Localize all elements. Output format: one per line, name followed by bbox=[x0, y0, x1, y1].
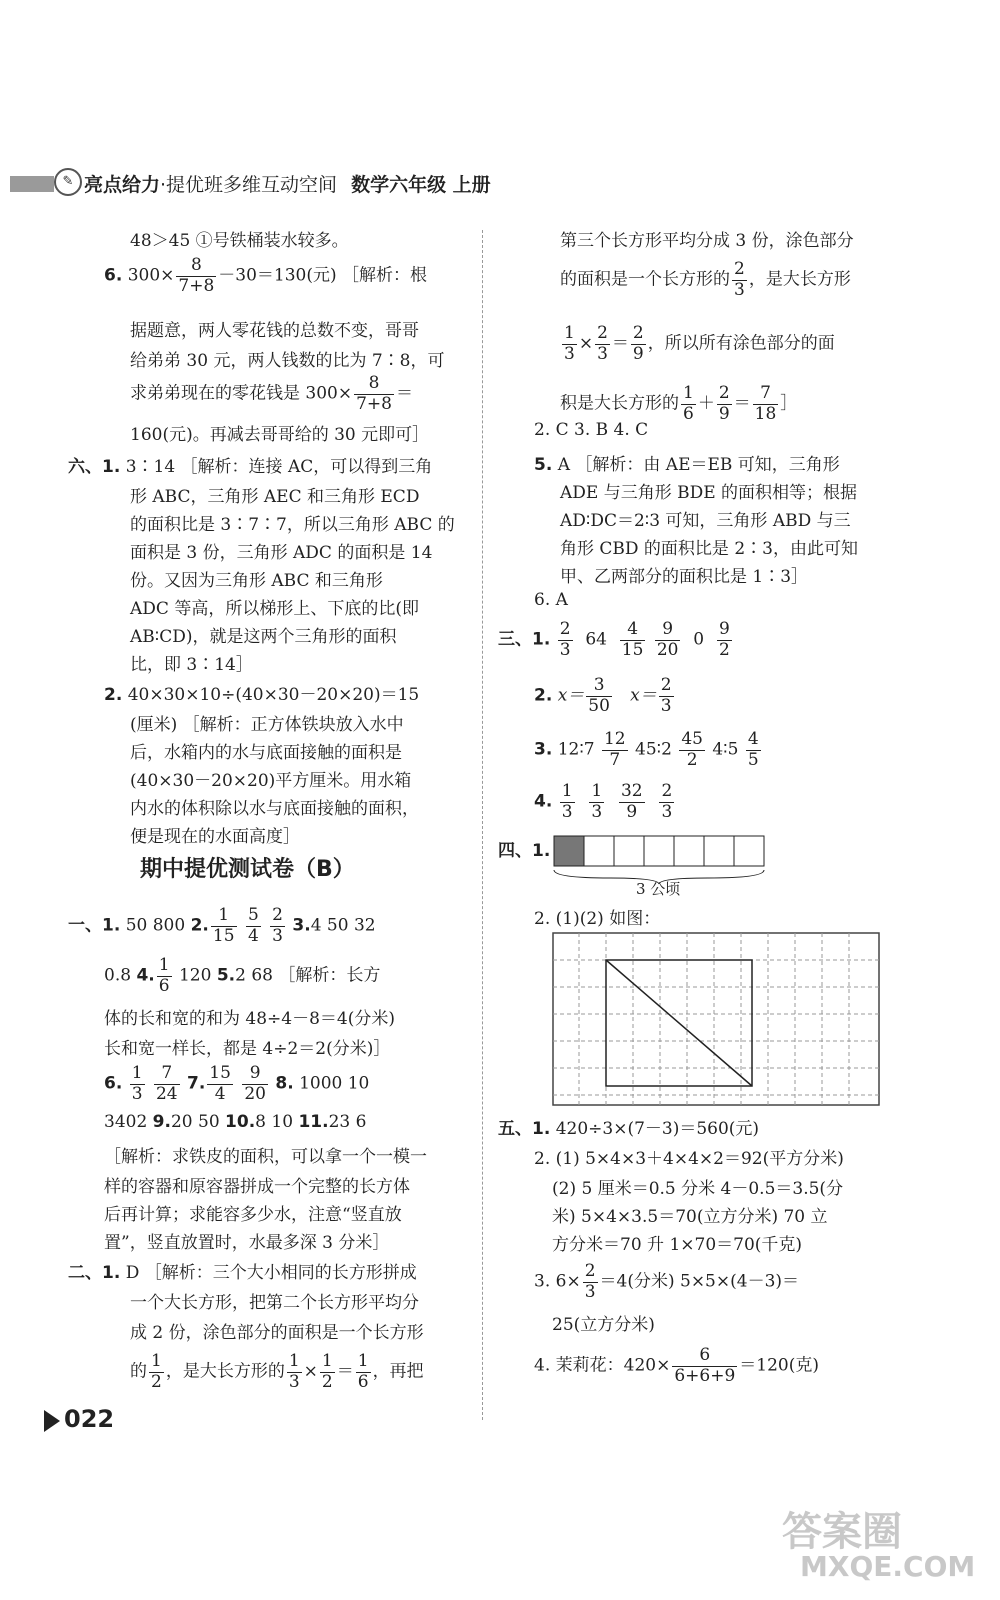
fraction bbox=[583, 1262, 598, 1302]
denominator: 2 bbox=[151, 1371, 162, 1392]
text: 3. 6× bbox=[534, 1271, 581, 1292]
header-brand: 亮点给力 bbox=[84, 174, 161, 196]
watermark-logo: 答案圈 bbox=[782, 1509, 902, 1555]
numerator: 1 bbox=[211, 906, 237, 927]
numerator: 1 bbox=[591, 781, 603, 801]
answer-line: 面积是 3 份，三角形 ADC 的面积是 14 bbox=[130, 543, 433, 563]
text: 3402 bbox=[104, 1112, 148, 1132]
question-number: 6. bbox=[104, 265, 123, 286]
answer-line: 内水的体积除以水与底面接触的面积， bbox=[130, 799, 419, 819]
shaded-cell bbox=[554, 836, 584, 866]
denominator: 3 bbox=[559, 639, 571, 660]
text: 的面积是一个长方形的 bbox=[560, 269, 730, 290]
numerator: 3 bbox=[586, 676, 612, 697]
fraction bbox=[242, 1064, 268, 1104]
fraction bbox=[595, 324, 610, 364]
text: 4 50 32 bbox=[310, 915, 376, 936]
fraction bbox=[620, 620, 646, 660]
fraction bbox=[589, 782, 604, 822]
question-number: 9. bbox=[152, 1112, 171, 1132]
numerator: 4 bbox=[747, 729, 759, 749]
denominator: 6 bbox=[357, 1371, 369, 1392]
answer-line: ［解析：求铁皮的面积，可以拿一个一模一 bbox=[104, 1147, 427, 1167]
answer-line: 体的长和宽的和为 48÷4－8＝4(分米) bbox=[104, 1009, 395, 1029]
fraction bbox=[560, 782, 575, 822]
strip-cells bbox=[584, 836, 764, 866]
text: 4. 茉莉花：420× bbox=[534, 1355, 671, 1376]
page-header bbox=[84, 170, 491, 197]
question-number: 5. bbox=[216, 965, 236, 986]
numerator: 1 bbox=[683, 383, 694, 403]
text: 45∶2 bbox=[635, 739, 672, 760]
section-3-line-4 bbox=[534, 782, 676, 822]
question-number: 4. bbox=[534, 791, 553, 812]
denominator: 4 bbox=[247, 925, 259, 946]
numerator: 9 bbox=[655, 620, 681, 641]
text: 积是大长方形的 bbox=[560, 393, 679, 414]
denominator: 2 bbox=[686, 749, 698, 770]
answer-line: 给弟弟 30 元，两人钱数的比为 7∶8，可 bbox=[130, 351, 445, 371]
question-number: 三、1. bbox=[498, 629, 551, 650]
section-1-line-1 bbox=[68, 906, 376, 946]
answer-line: $\frac{1}{3}$ × $\frac{2}{3}$ ＝ $\frac{2}{9}$ ，所以所有涂色部分的面 bbox=[564, 323, 835, 364]
fraction bbox=[211, 906, 237, 946]
numerator: 9 bbox=[718, 619, 730, 639]
text: ，所以所有涂色部分的面 bbox=[647, 333, 835, 354]
numerator: 12 bbox=[603, 729, 626, 749]
numerator: 8 bbox=[354, 374, 394, 395]
numerator: 4 bbox=[620, 620, 646, 641]
denominator: 7+8 bbox=[178, 275, 215, 296]
denominator: 9 bbox=[632, 343, 644, 364]
text: 的 bbox=[130, 1361, 147, 1382]
text: ］ bbox=[780, 393, 798, 414]
denominator: 5 bbox=[747, 749, 759, 770]
question-number: 5. bbox=[534, 455, 553, 475]
text: D ［解析：三个大小相同的长方形拼成 bbox=[125, 1263, 417, 1283]
denominator: 6+6+9 bbox=[674, 1365, 736, 1386]
text: 50 800 bbox=[125, 915, 186, 936]
header-bar-decoration bbox=[10, 176, 54, 192]
numerator: 1 bbox=[131, 1063, 143, 1083]
numerator: 6 bbox=[672, 1346, 737, 1367]
answer-line bbox=[534, 1346, 819, 1386]
fraction bbox=[207, 1064, 233, 1104]
fraction bbox=[681, 384, 696, 424]
denominator: 3 bbox=[660, 695, 672, 716]
text: 120 bbox=[178, 965, 212, 986]
fraction bbox=[354, 374, 394, 414]
question-number: 10. bbox=[225, 1112, 256, 1132]
numerator: 32 bbox=[620, 781, 643, 801]
answer-line: AD∶DC＝2∶3 可知，三角形 ABD 与三 bbox=[560, 511, 851, 531]
answer-line: 置”，竖直放置时，水最多深 3 分米］ bbox=[104, 1233, 390, 1253]
answer-line: AB∶CD)，就是这两个三角形的面积 bbox=[130, 627, 397, 647]
fraction bbox=[659, 782, 674, 822]
answer-line: 2. C 3. B 4. C bbox=[534, 420, 649, 440]
answer-line: 成 2 份，涂色部分的面积是一个长方形 bbox=[130, 1323, 424, 1343]
answer-line: (40×30－20×20)平方厘米。用水箱 bbox=[130, 771, 412, 791]
answer-line: 甲、乙两部分的面积比是 1∶3］ bbox=[560, 567, 809, 587]
text: 3∶14 ［解析：连接 AC，可以得到三角 bbox=[125, 457, 433, 477]
text: 64 bbox=[585, 629, 607, 650]
denominator: 3 bbox=[661, 801, 673, 822]
numerator: 1 bbox=[158, 955, 170, 975]
question-number: 2. bbox=[104, 685, 123, 705]
denominator: 20 bbox=[244, 1083, 266, 1104]
text: 0 bbox=[693, 629, 705, 650]
section-1-line-5 bbox=[104, 1064, 369, 1104]
page-arrow-icon bbox=[44, 1410, 60, 1432]
denominator: 3 bbox=[272, 925, 283, 946]
denominator: 6 bbox=[683, 403, 694, 424]
answer-line: 比，即 3∶14］ bbox=[130, 655, 253, 675]
fraction bbox=[732, 260, 747, 300]
numerator: 9 bbox=[242, 1064, 268, 1085]
text: ＝4(分米) 5×5×(4－3)＝ bbox=[599, 1271, 800, 1292]
denominator: 2 bbox=[718, 639, 730, 660]
denominator: 15 bbox=[621, 639, 644, 660]
denominator: 15 bbox=[212, 925, 235, 946]
denominator: 3 bbox=[734, 279, 745, 300]
fraction bbox=[558, 620, 573, 660]
answer-line: 便是现在的水面高度］ bbox=[130, 827, 300, 847]
text: 求弟弟现在的零花钱是 300× bbox=[130, 383, 353, 404]
text: A ［解析：由 AE＝EB 可知，三角形 bbox=[557, 455, 840, 475]
question-number: 六、1. bbox=[68, 457, 121, 477]
fraction bbox=[356, 1352, 371, 1392]
numerator: 8 bbox=[176, 256, 216, 277]
text: 40×30×10÷(40×30－20×20)＝15 bbox=[127, 685, 420, 705]
answer-line: 据题意，两人零花钱的总数不变，哥哥 bbox=[130, 321, 419, 341]
answer-line: (2) 5 厘米＝0.5 分米 4－0.5＝3.5(分 bbox=[552, 1179, 844, 1199]
numerator: 2 bbox=[660, 675, 672, 695]
denominator: 24 bbox=[155, 1083, 178, 1104]
answer-line: 米) 5×4×3.5＝70(立方分米) 70 立 bbox=[552, 1207, 828, 1227]
question-number: 11. bbox=[298, 1112, 329, 1132]
text: x＝ bbox=[630, 685, 657, 706]
text: 1000 10 bbox=[299, 1073, 370, 1094]
answer-line: 角形 CBD 的面积比是 2∶3，由此可知 bbox=[560, 539, 858, 559]
answer-6-2 bbox=[104, 680, 419, 705]
question-number: 8. bbox=[275, 1073, 294, 1094]
numerator: 2 bbox=[661, 781, 673, 801]
answer-line: (厘米) ［解析：正方体铁块放入水中 bbox=[130, 715, 404, 735]
numerator: 7 bbox=[154, 1064, 180, 1085]
denominator: 3 bbox=[584, 1281, 596, 1302]
question-number: 五、1. bbox=[498, 1119, 551, 1139]
answer-line: 份。又因为三角形 ABC 和三角形 bbox=[130, 571, 383, 591]
numerator: 45 bbox=[681, 729, 703, 749]
numerator: 1 bbox=[564, 323, 575, 343]
section-3-line-1 bbox=[498, 620, 734, 660]
numerator: 2 bbox=[272, 905, 283, 925]
numerator: 2 bbox=[734, 259, 745, 279]
answer-line bbox=[130, 374, 413, 414]
question-number: 3. bbox=[534, 739, 553, 760]
section-2-line-1 bbox=[68, 1258, 417, 1283]
denominator: 3 bbox=[561, 801, 573, 822]
denominator: 3 bbox=[131, 1083, 143, 1104]
section-2-line-4: 的 $\frac{1}{2}$ ，是大长方形的 $\frac{1}{3}$ × $\frac{1}{2}$ ＝ $\frac{1}{6}$ ，再把 bbox=[130, 1351, 424, 1392]
answer-line: 第三个长方形平均分成 3 份，涂色部分 bbox=[560, 231, 854, 251]
fraction bbox=[270, 906, 285, 946]
grid-border bbox=[553, 933, 879, 1105]
numerator: 15 bbox=[209, 1063, 231, 1083]
fraction bbox=[586, 676, 612, 716]
numerator: 2 bbox=[718, 383, 730, 403]
answer-line: 后，水箱内的水与底面接触的面积是 bbox=[130, 743, 402, 763]
fraction bbox=[672, 1346, 737, 1386]
fraction bbox=[619, 782, 645, 822]
answer-line: ADC 等高，所以梯形上、下底的比(即 bbox=[130, 599, 419, 619]
denominator: 7 bbox=[609, 749, 621, 770]
answer-line: 一个大长方形，把第二个长方形平均分 bbox=[130, 1293, 419, 1313]
answer-line bbox=[534, 1262, 799, 1302]
text: 12∶7 bbox=[557, 739, 595, 760]
fraction bbox=[149, 1352, 164, 1392]
question-number: 7. bbox=[186, 1073, 206, 1094]
section-title: 期中提优测试卷（B） bbox=[140, 857, 355, 882]
header-sub: ·提优班多维互动空间 bbox=[160, 174, 338, 196]
fraction bbox=[130, 1064, 145, 1104]
denominator: 50 bbox=[588, 695, 610, 716]
text: ＝ bbox=[396, 383, 413, 404]
rabbit-logo-icon: ✎ bbox=[54, 168, 82, 196]
denominator: 9 bbox=[626, 801, 638, 822]
text: ＝120(克) bbox=[739, 1355, 819, 1376]
answer-line: 积是大长方形的 $\frac{1}{6}$ ＋ $\frac{2}{9}$ ＝ $\frac{7}{18}$ ］ bbox=[560, 383, 798, 424]
answer-line: 48＞45 ①号铁桶装水较多。 bbox=[130, 231, 349, 251]
answer-line: 25(立方分米) bbox=[552, 1315, 655, 1335]
text: 300× bbox=[127, 265, 175, 286]
watermark-url: MXQE.COM bbox=[800, 1550, 976, 1583]
column-divider bbox=[482, 230, 483, 1420]
fraction bbox=[287, 1352, 302, 1392]
question-number: 3. bbox=[292, 915, 311, 936]
section-1-line-6 bbox=[104, 1112, 366, 1132]
section-4-label bbox=[498, 836, 550, 861]
question-number: 2. bbox=[190, 915, 209, 936]
answer-line: 160(元)。再减去哥哥给的 30 元即可］ bbox=[130, 425, 430, 445]
answer-line bbox=[534, 450, 840, 475]
diagonal-line bbox=[606, 960, 752, 1086]
text: ，再把 bbox=[372, 1361, 424, 1382]
denominator: 7+8 bbox=[356, 393, 392, 414]
grid-lines bbox=[553, 933, 879, 1105]
fraction bbox=[157, 956, 172, 996]
fraction bbox=[717, 384, 732, 424]
numerator: 5 bbox=[247, 905, 259, 925]
numerator: 2 bbox=[559, 619, 571, 639]
fraction bbox=[176, 256, 216, 296]
text: 2 68 ［解析：长方 bbox=[235, 965, 381, 986]
fraction bbox=[655, 620, 681, 660]
denominator: 3 bbox=[591, 801, 603, 822]
question-number: 二、1. bbox=[68, 1263, 121, 1283]
numerator: 2 bbox=[584, 1261, 596, 1281]
fraction bbox=[659, 676, 674, 716]
question-number: 2. bbox=[534, 685, 553, 706]
answer-line: 样的容器和原容器拼成一个完整的长方体 bbox=[104, 1177, 410, 1197]
section-5-line-1 bbox=[498, 1114, 759, 1139]
text: 8 10 bbox=[255, 1112, 294, 1132]
section-3-line-2 bbox=[534, 676, 676, 716]
numerator: 7 bbox=[753, 384, 779, 405]
text: －30＝130(元) ［解析：根 bbox=[218, 265, 428, 286]
numerator: 1 bbox=[321, 1351, 333, 1371]
denominator: 3 bbox=[288, 1371, 300, 1392]
section-3-line-3 bbox=[534, 730, 763, 770]
section-1-line-2 bbox=[104, 956, 380, 996]
text: x＝ bbox=[557, 685, 585, 706]
denominator: 6 bbox=[158, 975, 170, 996]
text: ，是大长方形的 bbox=[165, 1361, 285, 1382]
denominator: 9 bbox=[718, 403, 730, 424]
text: 0.8 bbox=[104, 965, 132, 986]
answer-line: 后再计算；求能容多少水，注意“竖直放 bbox=[104, 1205, 402, 1225]
header-grade: 数学六年级 上册 bbox=[351, 174, 491, 196]
grid-diagram bbox=[552, 932, 882, 1108]
question-number: 6. bbox=[104, 1073, 123, 1094]
denominator: 18 bbox=[754, 403, 777, 424]
denominator: 3 bbox=[597, 343, 608, 364]
text: 23 6 bbox=[328, 1112, 367, 1132]
fraction bbox=[679, 730, 705, 770]
fraction bbox=[717, 620, 732, 660]
strip-caption: 3 公顷 bbox=[636, 880, 681, 898]
numerator: 1 bbox=[357, 1351, 369, 1371]
question-number: 四、1. bbox=[498, 841, 551, 861]
answer-line: 2. (1)(2) 如图： bbox=[534, 909, 661, 929]
fraction bbox=[320, 1352, 335, 1392]
denominator: 4 bbox=[214, 1083, 226, 1104]
answer-6 bbox=[104, 256, 427, 296]
question-number: 4. bbox=[136, 965, 155, 986]
text: 4∶5 bbox=[712, 739, 739, 760]
denominator: 2 bbox=[321, 1371, 333, 1392]
numerator: 1 bbox=[288, 1351, 300, 1371]
fraction bbox=[246, 906, 261, 946]
fraction bbox=[631, 324, 646, 364]
answer-line: 形 ABC，三角形 AEC 和三角形 ECD bbox=[130, 487, 420, 507]
denominator: 3 bbox=[564, 343, 575, 364]
fraction bbox=[746, 730, 761, 770]
answer-line: ADE 与三角形 BDE 的面积相等；根据 bbox=[560, 483, 858, 503]
answer-line: 的面积比是 3∶7∶7，所以三角形 ABC 的 bbox=[130, 515, 455, 535]
numerator: 1 bbox=[561, 781, 573, 801]
answer-line: 长和宽一样长，都是 4÷2＝2(分米)］ bbox=[104, 1039, 391, 1059]
text: ，是大长方形 bbox=[748, 269, 851, 290]
fraction bbox=[562, 324, 577, 364]
numerator: 1 bbox=[151, 1351, 162, 1371]
page-number: 022 bbox=[64, 1405, 115, 1433]
denominator: 20 bbox=[656, 639, 679, 660]
text: 420÷3×(7－3)＝560(元) bbox=[555, 1119, 760, 1139]
answer-line bbox=[560, 260, 851, 300]
fraction bbox=[154, 1064, 180, 1104]
text: 20 50 bbox=[170, 1112, 220, 1132]
fraction bbox=[602, 730, 628, 770]
section-6 bbox=[68, 452, 432, 477]
numerator: 2 bbox=[632, 323, 644, 343]
answer-line: 2. (1) 5×4×3＋4×4×2＝92(平方分米) bbox=[534, 1149, 844, 1169]
question-number: 一、1. bbox=[68, 915, 121, 936]
answer-line: 6. A bbox=[534, 590, 568, 610]
numerator: 2 bbox=[597, 323, 608, 343]
answer-line: 方分米＝70 升 1×70＝70(千克) bbox=[552, 1235, 803, 1255]
fraction bbox=[753, 384, 779, 424]
